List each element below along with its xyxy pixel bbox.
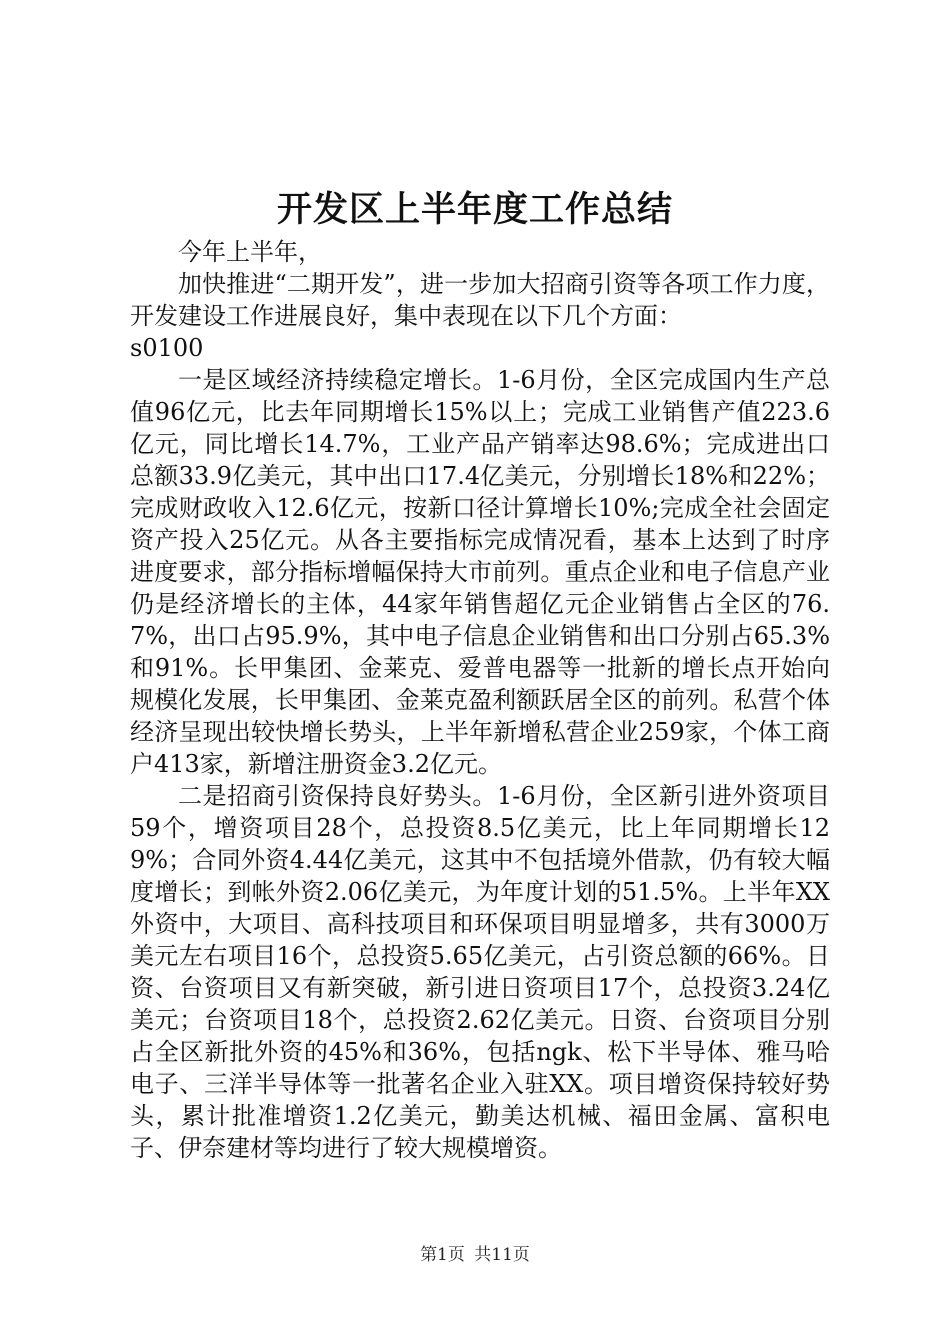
paragraph-investment: 二是招商引资保持良好势头。1-6月份，全区新引进外资项目59个，增资项目28个，总投资8.5亿美元，比上年同期增长129%；合同外资4.44亿美元，这其中不包括境外借款，仍有较大幅度增长；到帐外资2.06亿美元，为年度计划的51.5%。上半年XX外资中，大项目、高科技项目和环保项目明显增多，共有3000万美元左右项目16个，总投资5.65亿美元，占引资总额的66%。日资、台资项目又有新突破，新引进日资项目17个，总投资3.24亿美元；台资项目18个，总投资2.62亿美元。日资、台资项目分别占全区新批外资的45%和36%，包括ngk、松下半导体、雅马哈电子、三洋半导体等一批著名企业入驻XX。项目增资保持较好势头，累计批准增资1.2亿美元，勤美达机械、福田金属、富积电子、伊奈建材等均进行了较大规模增资。 bbox=[130, 782, 830, 1162]
document-title: 开发区上半年度工作总结 bbox=[276, 189, 673, 230]
document-body bbox=[130, 236, 830, 1164]
page-footer bbox=[0, 1243, 950, 1267]
paragraph-opening: 今年上半年， bbox=[178, 238, 322, 266]
page-number: 第1页 bbox=[420, 1245, 465, 1265]
page-total: 共11页 bbox=[474, 1245, 530, 1265]
paragraph-code: s0100 bbox=[130, 334, 204, 362]
paragraph-economy: 一是区域经济持续稳定增长。1-6月份，全区完成国内生产总值96亿元，比去年同期增长15%以上；完成工业销售产值223.6亿元，同比增长14.7%，工业产品产销率达98.6%；完成进出口总额33.9亿美元，其中出口17.4亿美元，分别增长18%和22%；完成财政收入12.6亿元，按新口径计算增长10%;完成全社会固定资产投入25亿元。从各主要指标完成情况看，基本上达到了时序进度要求，部分指标增幅保持大市前列。重点企业和电子信息产业仍是经济增长的主体，44家年销售超亿元企业销售占全区的76.7%，出口占95.9%，其中电子信息企业销售和出口分别占65.3%和91%。长甲集团、金莱克、爱普电器等一批新的增长点开始向规模化发展，长甲集团、金莱克盈利额跃居全区的前列。私营个体经济呈现出较快增长势头，上半年新增私营企业259家，个体工商户413家，新增注册资金3.2亿元。 bbox=[130, 366, 830, 778]
paragraph-intro: 加快推进“二期开发”，进一步加大招商引资等各项工作力度，开发建设工作进展良好，集中表现在以下几个方面： bbox=[130, 270, 830, 330]
